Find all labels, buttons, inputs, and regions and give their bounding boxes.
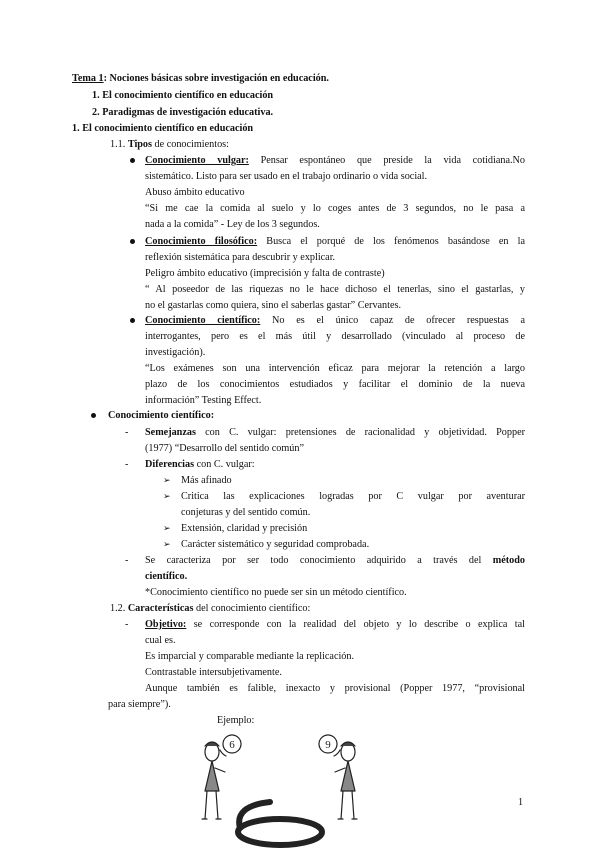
arrow-icon: ➢ [163,523,171,533]
tema-heading: Tema 1: Nociones básicas sobre investigación en educación. [72,73,329,84]
filosofico-line-4: “ Al poseedor de las riquezas no le hace dichoso el tenerlas, sino el gastarlas, y [145,284,525,295]
diferencias-item-2: Critica las explicaciones logradas por C vulgar por aventurar [181,491,525,502]
semejanzas-line-1: Semejanzas con C. vulgar: pretensiones de racionalidad y objetividad. Popper [145,427,525,438]
dash-marker: - [125,427,129,438]
vulgar-line-1: Conocimiento vulgar: Pensar espontáneo que preside la vida cotidiana.No [145,155,525,166]
vulgar-line-4: “Si me cae la comida al suelo y lo coges antes de 3 segundos, no le pasa a [145,203,525,214]
ejemplo-label: Ejemplo: [217,715,255,726]
vulgar-line-2: sistemático. Listo para ser usado en el trabajo ordinario o vida social. [145,171,428,182]
filosofico-line-3: Peligro ámbito educativo (imprecisión y falta de contraste) [145,268,385,279]
toc-item-2: 2. Paradigmas de investigación educativa. [92,107,274,118]
subsection-1-2: 1.2. Características del conocimiento científico: [110,603,311,614]
caracteriza-line-1: Se caracteriza por ser todo conocimiento adquirido a través del método [145,555,525,566]
cientifico-line-4: “Los exámenes son una intervención eficaz para mejorar la retención a largo [145,363,525,374]
cientifico-line-2: interrogantes, pero es el más útil y desarrollado (vinculado al proceso de [145,331,525,342]
bullet-icon [91,413,96,418]
perspective-illustration [190,732,370,848]
objetivo-line-3: Es imparcial y comparable mediante la replicación. [145,651,355,662]
bullet-icon [130,239,135,244]
dash-marker: - [125,555,129,566]
objetivo-line-4: Contrastable intersubjetivamente. [145,667,282,678]
vulgar-line-3: Abuso ámbito educativo [145,187,245,198]
left-person-figure [202,742,225,819]
diferencias-item-3: Extensión, claridad y precisión [181,523,308,534]
cientifico-line-3: investigación). [145,347,206,358]
objetivo-line-1: Objetivo: se corresponde con la realidad del objeto y lo describe o explica tal [145,619,525,630]
dash-marker: - [125,459,129,470]
cientifico-line-1: Conocimiento científico: No es el único capaz de ofrecer respuestas a [145,315,525,326]
caracteriza-note: *Conocimiento científico no puede ser sin un método científico. [145,587,407,598]
right-person-figure [335,742,357,819]
diferencias-item-1: Más afinado [181,475,232,486]
filosofico-line-2: reflexión sistemática para descubrir y explicar. [145,252,336,263]
diferencias-line: Diferencias con C. vulgar: [145,459,255,470]
caracteriza-line-2: científico. [145,571,188,582]
vulgar-line-5: nada a la comida” - Ley de los 3 segundos. [145,219,320,230]
diferencias-item-2-cont: conjeturas y del sentido común. [181,507,311,518]
semejanzas-line-2: (1977) “Desarrollo del sentido común” [145,443,304,454]
filosofico-line-1: Conocimiento filosófico: Busca el porqué de los fenómenos basándose en la [145,236,525,247]
objetivo-line-2: cual es. [145,635,176,646]
bullet-icon [130,318,135,323]
cientifico-line-6: información” Testing Effect. [145,395,262,406]
objetivo-line-5: Aunque también es falible, inexacto y provisional (Popper 1977, “provisional [145,683,525,694]
toc-item-1: 1. El conocimiento científico en educación [92,90,274,101]
cc-heading: Conocimiento científico: [108,410,215,421]
right-bubble-digit: 9 [325,739,331,751]
diferencias-item-4: Carácter sistemático y seguridad comprobada. [181,539,370,550]
page-number: 1 [518,797,524,808]
arrow-icon: ➢ [163,475,171,485]
section-1-title: 1. El conocimiento científico en educación [72,123,254,134]
objetivo-line-6: para siempre”). [108,699,171,710]
dash-marker: - [125,619,129,630]
bullet-icon [130,158,135,163]
cientifico-line-5: plazo de los conocimientos estudiados y facilitar el dominio de la nueva [145,379,525,390]
arrow-icon: ➢ [163,491,171,501]
subsection-1-1: 1.1. Tipos de conocimientos: [110,139,229,150]
filosofico-line-5: no el gastarlas como quiera, sino el saberlas gastar” Cervantes. [145,300,402,311]
arrow-icon: ➢ [163,539,171,549]
left-bubble-digit: 6 [229,739,235,751]
